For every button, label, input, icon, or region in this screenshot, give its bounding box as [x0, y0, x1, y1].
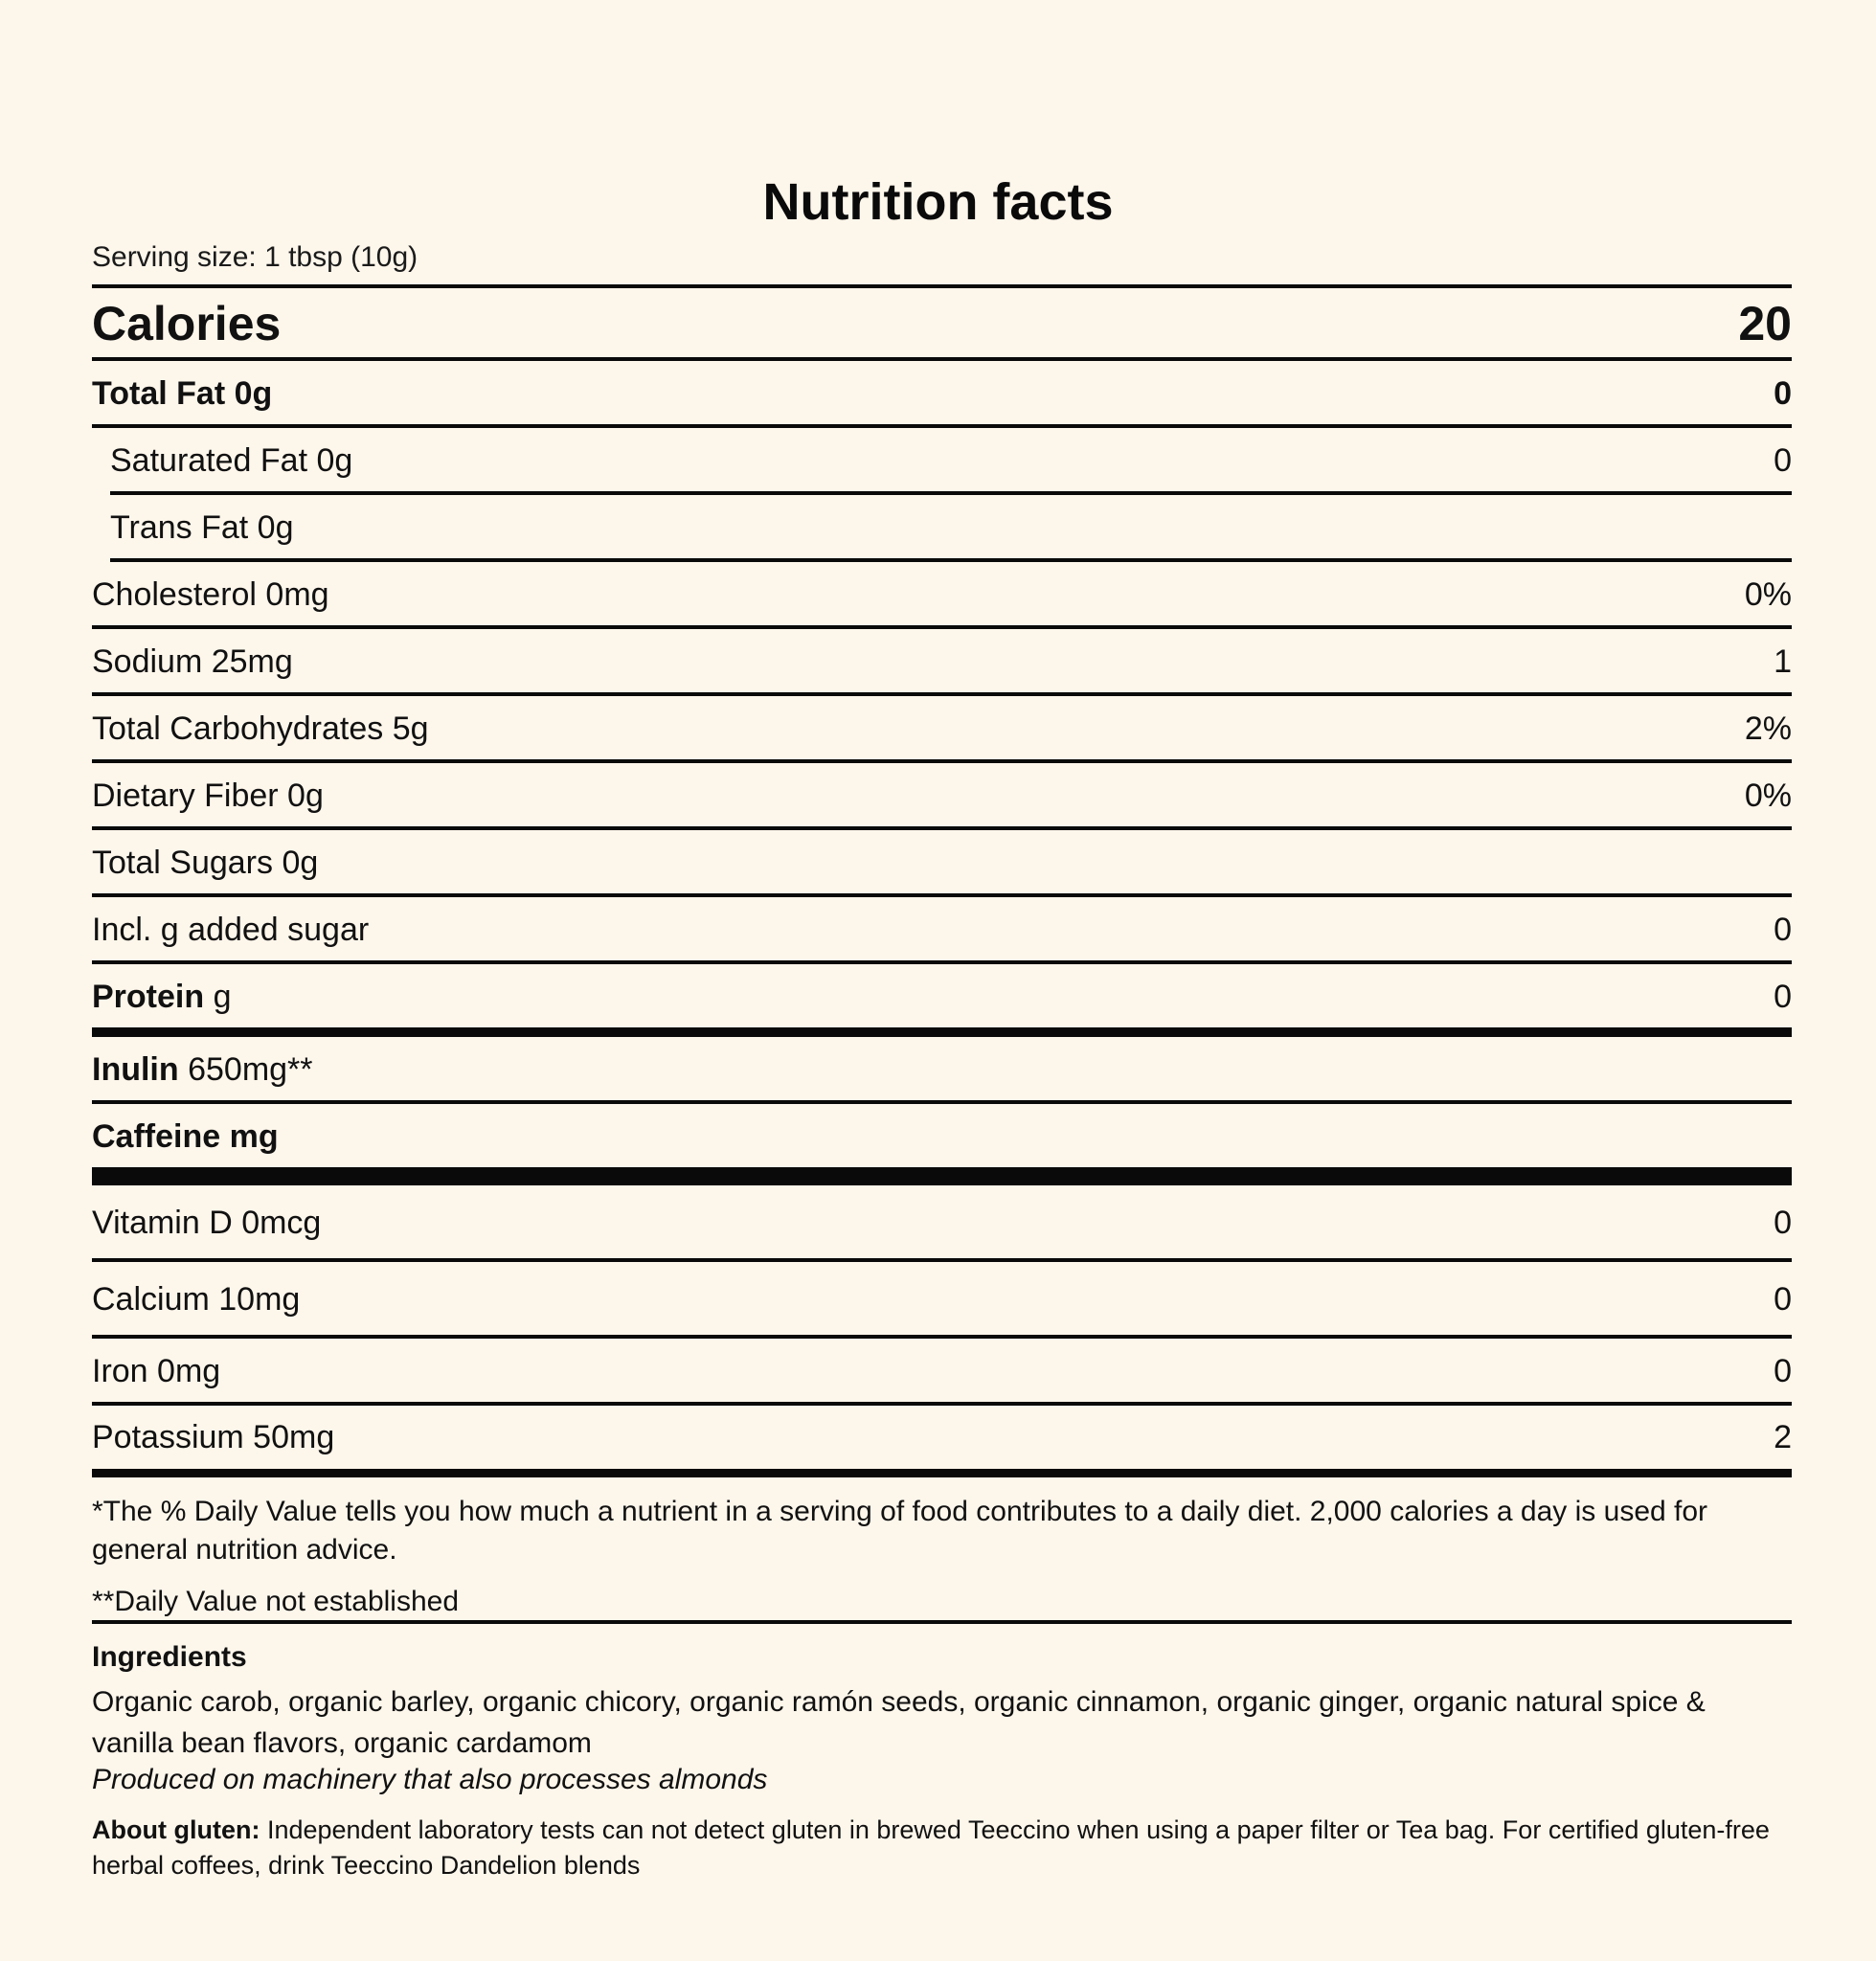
nutrient-name: Total Fat 0g [92, 374, 273, 412]
gluten-statement [92, 1813, 1792, 1883]
divider [110, 558, 1792, 562]
serving-size: Serving size: 1 tbsp (10g) [92, 241, 418, 273]
nutrient-row-saturated-fat [110, 431, 1792, 490]
nutrient-row-sodium [92, 632, 1792, 691]
gluten-label: About gluten: [92, 1815, 260, 1844]
daily-value-footnote: *The % Daily Value tells you how much a nutrient in a serving of food contributes to a daily diet. 2,000 calories a day is used for general nutrition advice. [92, 1496, 1708, 1566]
nutrient-row-iron [92, 1341, 1792, 1402]
nutrient-row-total-carbohydrates [92, 699, 1792, 758]
allergen-note: Produced on machinery that also processes almonds [92, 1764, 768, 1795]
nutrient-row-total-fat [92, 364, 1792, 423]
calories-value: 20 [1738, 297, 1792, 350]
divider [92, 625, 1792, 629]
divider [92, 692, 1792, 696]
divider [92, 1402, 1792, 1406]
nutrient-row-vitamin-d [92, 1187, 1792, 1258]
nutrient-value: 0 [1774, 441, 1792, 479]
calories-label: Calories [92, 297, 282, 350]
nutrient-name: Cholesterol 0mg [92, 575, 329, 613]
ingredients-text: Organic carob, organic barley, organic chicory, organic ramón seeds, organic cinnamon, organic ginger, organic natural spice & vanilla bean flavors, organic cardamom [92, 1686, 1706, 1759]
divider [92, 893, 1792, 897]
nutrient-name: Inulin 650mg** [92, 1050, 313, 1088]
nutrient-name: Dietary Fiber 0g [92, 777, 324, 814]
nutrient-name: Caffeine mg [92, 1117, 279, 1155]
nutrient-name: Trans Fat 0g [110, 508, 294, 546]
divider [92, 424, 1792, 428]
nutrient-row-total-sugars [92, 833, 1792, 892]
nutrient-value: 0% [1744, 575, 1792, 613]
nutrient-row-added-sugar [92, 900, 1792, 959]
nutrient-row-dietary-fiber [92, 766, 1792, 825]
divider [92, 357, 1792, 361]
nutrient-name: Vitamin D 0mcg [92, 1204, 322, 1241]
nutrient-value: 0 [1774, 374, 1792, 412]
divider [92, 960, 1792, 964]
nutrient-name: Protein g [92, 978, 232, 1015]
nutrient-value: 0% [1744, 777, 1792, 814]
nutrient-name: Total Carbohydrates 5g [92, 710, 429, 747]
nutrient-row-caffeine [92, 1107, 1792, 1166]
divider [92, 1258, 1792, 1262]
divider [92, 1100, 1792, 1104]
divider [92, 826, 1792, 830]
page-title: Nutrition facts [762, 173, 1114, 231]
nutrient-row-trans-fat [110, 498, 1792, 557]
nutrient-value: 0 [1774, 1280, 1792, 1318]
divider [92, 284, 1792, 288]
nutrient-value: 2 [1774, 1418, 1792, 1455]
divider [92, 1335, 1792, 1339]
nutrient-name: Total Sugars 0g [92, 844, 319, 881]
divider [92, 759, 1792, 763]
nutrient-name: Calcium 10mg [92, 1280, 301, 1318]
divider [110, 491, 1792, 495]
nutrient-row-inulin [92, 1040, 1792, 1099]
nutrient-name: Potassium 50mg [92, 1418, 335, 1455]
nutrient-value: 0 [1774, 1352, 1792, 1389]
nutrient-row-protein [92, 967, 1792, 1026]
nutrient-value: 2% [1744, 710, 1792, 747]
nutrient-name: Iron 0mg [92, 1352, 221, 1389]
divider-heavy [92, 1167, 1792, 1185]
nutrient-row-calcium [92, 1264, 1792, 1335]
nutrient-value: 0 [1774, 978, 1792, 1015]
divider-thick [92, 1469, 1792, 1477]
nutrient-name: Sodium 25mg [92, 642, 293, 680]
divider-thick [92, 1027, 1792, 1037]
calories-row [92, 295, 1792, 352]
nutrient-value: 0 [1774, 1204, 1792, 1241]
nutrient-name: Incl. g added sugar [92, 911, 370, 948]
nutrient-value: 0 [1774, 911, 1792, 948]
gluten-text: Independent laboratory tests can not detect gluten in brewed Teeccino when using a paper filter or Tea bag. For certified gluten-free herbal coffees, drink Teeccino Dandelion blends [92, 1815, 1770, 1880]
nutrient-row-cholesterol [92, 565, 1792, 624]
nutrient-row-potassium [92, 1408, 1792, 1467]
not-established-footnote: **Daily Value not established [92, 1586, 460, 1617]
divider [92, 1620, 1792, 1624]
ingredients-heading: Ingredients [92, 1641, 247, 1673]
nutrient-value: 1 [1774, 642, 1792, 680]
nutrient-name: Saturated Fat 0g [110, 441, 353, 479]
